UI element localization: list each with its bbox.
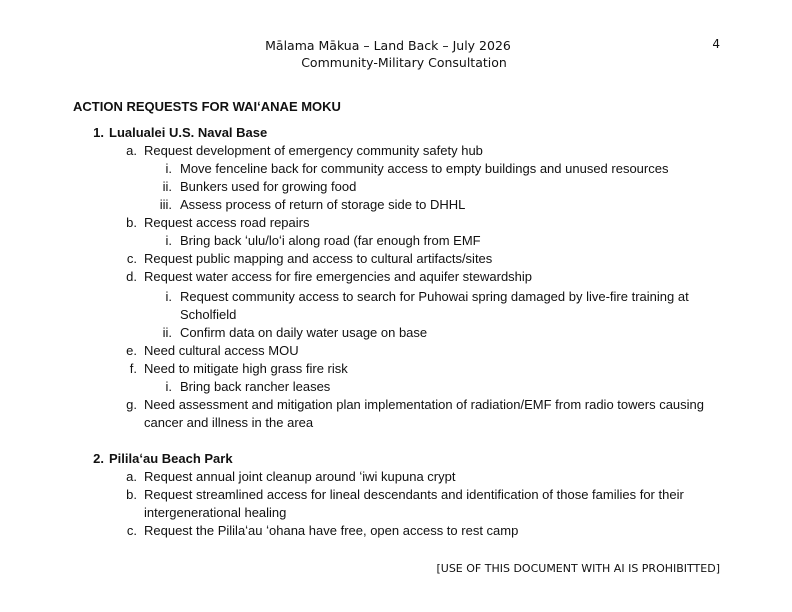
item-number: 1. (93, 125, 104, 140)
sub-item-text: Need assessment and mitigation plan implementation of radiation/EMF from radio towers causing (144, 397, 704, 412)
sub-item-text: Request streamlined access for lineal descendants and identification of those families for their (144, 487, 684, 502)
ai-prohibition-notice: [USE OF THIS DOCUMENT WITH AI IS PROHIBITTED] (436, 562, 720, 575)
sub-letter: e. (126, 343, 137, 358)
roman-numeral: i. (165, 161, 172, 176)
roman-numeral: ii. (162, 179, 172, 194)
sub-item-text: Request access road repairs (144, 215, 310, 230)
roman-numeral: ii. (162, 325, 172, 340)
sub-item-text: Request the Pililaʻau ʻohana have free, open access to rest camp (144, 523, 519, 538)
page-number: 4 (712, 37, 720, 51)
sub-letter: g. (126, 397, 137, 412)
sub-letter: f. (129, 361, 137, 376)
sub-sub-item-text: Request community access to search for Puhowai spring damaged by live-fire training at (180, 289, 689, 304)
sub-sub-item-text: Bring back rancher leases (180, 379, 331, 394)
sub-item-text-cont: cancer and illness in the area (144, 415, 314, 430)
header-title: Mālama Mākua – Land Back – July 2026 (265, 38, 511, 53)
sub-letter: a. (126, 143, 137, 158)
sub-item-text-cont: intergenerational healing (144, 505, 287, 520)
item-title: Pililaʻau Beach Park (109, 451, 233, 466)
item-number: 2. (93, 451, 104, 466)
sub-letter: b. (126, 215, 137, 230)
sub-sub-item-text-cont: Scholfield (180, 307, 237, 322)
sub-item-text: Request development of emergency community safety hub (144, 143, 483, 158)
header-subtitle: Community-Military Consultation (301, 55, 507, 70)
sub-sub-item-text: Move fenceline back for community access to empty buildings and unused resources (180, 161, 669, 176)
sub-item-text: Need cultural access MOU (144, 343, 299, 358)
sub-sub-item-text: Bunkers used for growing food (180, 179, 357, 194)
sub-item-text: Need to mitigate high grass fire risk (144, 361, 348, 376)
item-title: Lualualei U.S. Naval Base (109, 125, 268, 140)
sub-letter: c. (126, 523, 137, 538)
sub-item-text: Request annual joint cleanup around ʻiwi kupuna crypt (144, 469, 456, 484)
sub-sub-item-text: Assess process of return of storage side to DHHL (180, 197, 466, 212)
sub-letter: c. (126, 251, 137, 266)
sub-letter: a. (126, 469, 137, 484)
roman-numeral: iii. (159, 197, 172, 212)
roman-numeral: i. (165, 233, 172, 248)
sub-sub-item-text: Bring back ʻulu/loʻi along road (far enough from EMF (180, 233, 481, 248)
sub-letter: d. (126, 269, 137, 284)
sub-sub-item-text: Confirm data on daily water usage on base (180, 325, 428, 340)
roman-numeral: i. (165, 379, 172, 394)
sub-item-text: Request public mapping and access to cultural artifacts/sites (144, 251, 493, 266)
sub-item-text: Request water access for fire emergencies and aquifer stewardship (144, 269, 533, 284)
sub-letter: b. (126, 487, 137, 502)
section-title: ACTION REQUESTS FOR WAIʻANAE MOKU (73, 99, 341, 114)
roman-numeral: i. (165, 289, 172, 304)
